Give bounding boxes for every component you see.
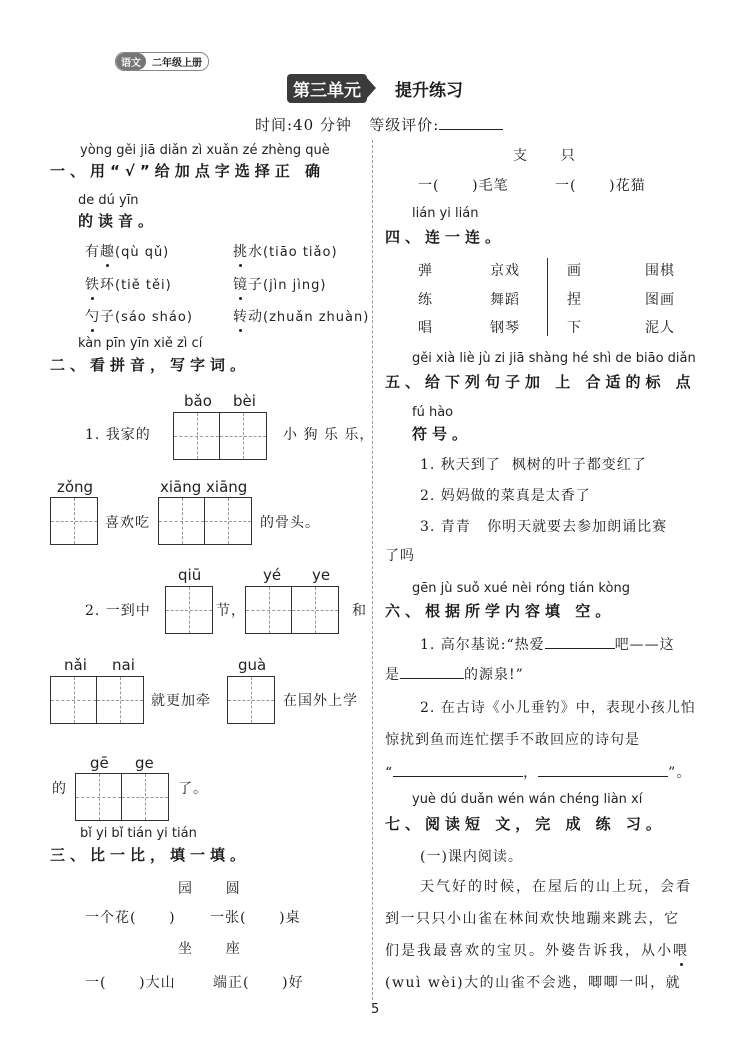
writing-grid[interactable] bbox=[50, 497, 98, 545]
subject-badge bbox=[115, 52, 209, 71]
s3-line: 端正( )好 bbox=[213, 975, 304, 991]
s2-r2-mid: 喜欢吃 bbox=[105, 515, 150, 531]
s6-heading: 六、根据所学内容填 空。 bbox=[385, 602, 616, 620]
s7-pinyin: yuè dú duǎn wén wán chéng liàn xí bbox=[412, 792, 643, 807]
s3-pinyin: bǐ yi bǐ tián yi tián bbox=[80, 826, 197, 841]
s3-line: 一( )毛笔 bbox=[418, 178, 509, 194]
s1-heading: 一、用“√”给加点字选择正 确 bbox=[50, 162, 325, 180]
match-item[interactable]: 围棋 bbox=[645, 263, 675, 279]
s3-line: 一个花( ) bbox=[85, 910, 176, 926]
s2-r5-after: 了。 bbox=[178, 781, 208, 797]
match-item[interactable]: 画 bbox=[567, 263, 582, 279]
pinyin: nǎi bbox=[64, 656, 87, 674]
s2-r3-mid: 节， bbox=[216, 603, 246, 619]
s7-subheading: (一)课内阅读。 bbox=[420, 849, 523, 865]
s1-pinyin2: de dú yīn bbox=[78, 193, 139, 208]
writing-grid[interactable] bbox=[75, 773, 169, 821]
s2-r5-before: 的 bbox=[52, 781, 67, 797]
writing-grid[interactable] bbox=[165, 586, 213, 634]
writing-grid[interactable] bbox=[227, 676, 275, 724]
time-line bbox=[255, 114, 503, 135]
time-label: 时间:40 分钟 bbox=[255, 116, 352, 134]
s1-item: 镜子(jìn jìng) bbox=[233, 274, 326, 294]
grade-blank[interactable] bbox=[439, 115, 503, 130]
match-item[interactable]: 练 bbox=[418, 292, 433, 308]
s4-pinyin: lián yi lián bbox=[412, 206, 479, 221]
s6-q2: 2. 在古诗《小儿垂钓》中，表现小孩儿怕 bbox=[420, 700, 696, 716]
writing-grid[interactable] bbox=[245, 586, 339, 634]
pinyin: qiū bbox=[178, 566, 202, 584]
s5-tail: 了吗 bbox=[385, 548, 415, 564]
pinyin: ge bbox=[135, 754, 154, 772]
answer-blank[interactable] bbox=[545, 634, 615, 649]
match-item[interactable]: 舞蹈 bbox=[490, 292, 520, 308]
s3-pair: 坐 座 bbox=[178, 941, 241, 957]
column-divider bbox=[372, 140, 373, 1000]
subject: 语文 bbox=[116, 53, 146, 70]
s4-heading: 四、连一连。 bbox=[385, 228, 506, 246]
s2-r4-after: 在国外上学 bbox=[283, 693, 358, 709]
s5-item: 2. 妈妈做的菜真是太香了 bbox=[420, 488, 591, 504]
pinyin: ye bbox=[312, 566, 331, 584]
s2-r3-text: 2. 一到中 bbox=[85, 603, 151, 619]
s3-line: 一( )花猫 bbox=[555, 178, 646, 194]
page-title: 提升练习 bbox=[395, 81, 463, 101]
pinyin: bǎo bbox=[184, 392, 212, 410]
s1-item: 铁环(tiě těi) bbox=[85, 274, 172, 294]
s5-item: 1. 秋天到了 枫树的叶子都变红了 bbox=[420, 457, 647, 473]
passage-line: 天气好的时候，在屋后的山上玩，会看 bbox=[420, 879, 692, 895]
s2-r3-after: 和 bbox=[352, 603, 367, 619]
pinyin: zǒng bbox=[57, 478, 94, 496]
writing-grid[interactable] bbox=[158, 497, 252, 545]
s3-line: 一( )大山 bbox=[85, 975, 176, 991]
answer-blank[interactable] bbox=[393, 762, 523, 777]
match-item[interactable]: 弹 bbox=[418, 263, 433, 279]
s5-heading2: 符号。 bbox=[412, 425, 473, 443]
s6-q1: 1. 高尔基说:“热爱 吧——这 bbox=[420, 634, 675, 654]
page-number: 5 bbox=[371, 1002, 380, 1017]
pinyin: gē bbox=[90, 754, 109, 772]
s1-item: 有趣(qù qǔ) bbox=[85, 241, 169, 261]
s6-q2-blanks: “ ， ”。 bbox=[385, 762, 691, 782]
s1-item: 挑水(tiāo tiǎo) bbox=[233, 241, 338, 261]
match-item[interactable]: 捏 bbox=[567, 292, 582, 308]
match-item[interactable]: 下 bbox=[567, 320, 582, 336]
s1-item: 勺子(sáo sháo) bbox=[85, 306, 193, 326]
pinyin: bèi bbox=[233, 392, 256, 410]
match-item[interactable]: 泥人 bbox=[645, 320, 675, 336]
passage-line: 们是我最喜欢的宝贝。外婆告诉我，从小喂 bbox=[385, 940, 689, 960]
grade-label: 等级评价: bbox=[369, 116, 440, 134]
match-item[interactable]: 唱 bbox=[418, 320, 433, 336]
s2-heading: 二、看拼音，写字词。 bbox=[50, 356, 251, 374]
s2-pinyin: kàn pīn yīn xiě zì cí bbox=[78, 336, 203, 351]
answer-blank[interactable] bbox=[400, 664, 464, 679]
match-item[interactable]: 图画 bbox=[645, 292, 675, 308]
s5-pinyin: gěi xià liè jù zi jiā shàng hé shì de biāo diǎn bbox=[412, 351, 696, 366]
match-item[interactable]: 钢琴 bbox=[490, 320, 520, 336]
pinyin: nai bbox=[112, 656, 135, 674]
s3-pair: 支 只 bbox=[513, 148, 576, 164]
s3-pair: 园 圆 bbox=[178, 881, 241, 897]
s1-heading2: 的读音。 bbox=[78, 212, 159, 230]
s6-q1-cont: 是 的源泉!” bbox=[385, 664, 524, 684]
writing-grid[interactable] bbox=[173, 412, 267, 460]
s1-item: 转动(zhuǎn zhuàn) bbox=[233, 306, 369, 326]
answer-blank[interactable] bbox=[538, 762, 668, 777]
s5-heading: 五、给下列句子加 上 合适的标 点 bbox=[385, 373, 696, 391]
s1-pinyin: yòng gěi jiā diǎn zì xuǎn zé zhèng què bbox=[80, 143, 330, 158]
s5-pinyin2: fú hào bbox=[412, 405, 454, 420]
unit-label: 第三单元 bbox=[287, 74, 367, 103]
pinyin: guà bbox=[238, 656, 267, 674]
s5-item: 3. 青青 你明天就要去参加朗诵比赛 bbox=[420, 519, 668, 535]
passage-line: (wuì wèi)大的山雀不会逃，唧唧一叫，就 bbox=[385, 975, 682, 991]
writing-grid[interactable] bbox=[50, 676, 144, 724]
s2-r1-text: 1. 我家的 bbox=[85, 427, 151, 443]
s2-r1-after: 小 狗 乐 乐， bbox=[283, 427, 375, 443]
s3-line: 一张( )桌 bbox=[210, 910, 301, 926]
s6-pinyin: gēn jù suǒ xué nèi róng tián kòng bbox=[412, 581, 630, 596]
pinyin: xiāng xiāng bbox=[160, 478, 248, 496]
s6-q2-cont: 惊扰到鱼而连忙摆手不敢回应的诗句是 bbox=[385, 732, 640, 748]
match-divider bbox=[547, 258, 548, 336]
s2-r4-mid: 就更加牵 bbox=[151, 693, 211, 709]
s2-r2-after: 的骨头。 bbox=[260, 515, 320, 531]
passage-line: 到一只只小山雀在林间欢快地蹦来跳去，它 bbox=[385, 911, 680, 927]
match-item[interactable]: 京戏 bbox=[490, 263, 520, 279]
s3-heading: 三、比一比，填一填。 bbox=[50, 846, 251, 864]
s7-heading: 七、阅读短 文，完 成 练 习。 bbox=[385, 815, 666, 833]
grade: 二年级上册 bbox=[152, 58, 202, 69]
pinyin: yé bbox=[263, 566, 282, 584]
